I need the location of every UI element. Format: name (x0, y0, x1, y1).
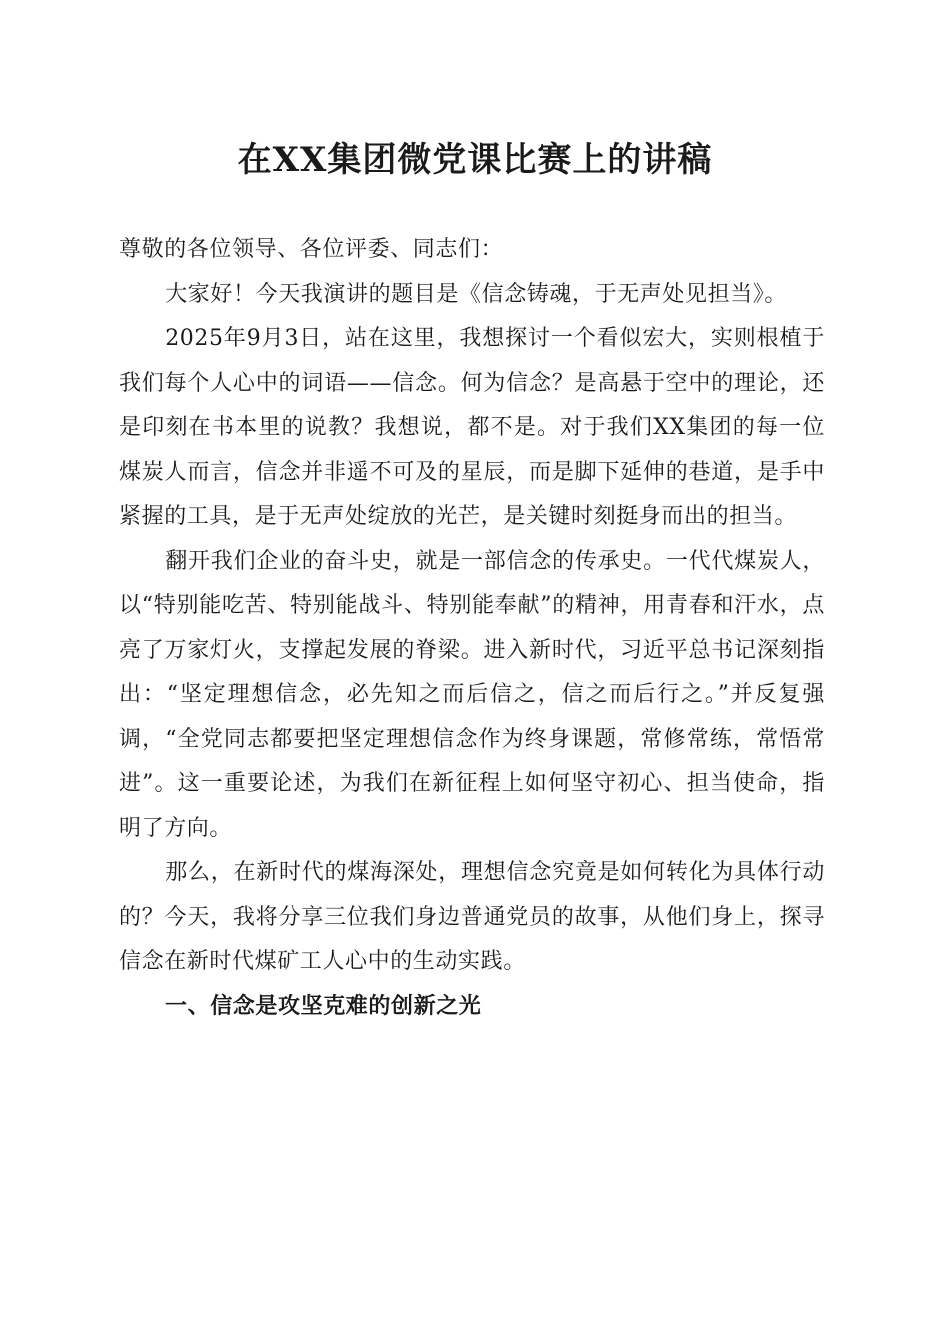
salutation: 尊敬的各位领导、各位评委、同志们： (119, 237, 504, 262)
paragraph-history: 翻开我们企业的奋斗史，就是一部信念的传承史。一代代煤炭人，以“特别能吃苦、特别能战斗、特别能奉献”的精神，用青春和汗水，点亮了万家灯火，支撑起发展的脊梁。进入新时代，习近平总书记深刻指出：“坚定理想信念，必先知之而后信之，信之而后行之。”并反复强调，“全党同志都要把坚定理想信念作为终身课题，常修常练，常悟常进”。这一重要论述，为我们在新征程上如何坚守初心、担当使命，指明了方向。 (119, 548, 825, 841)
section-heading: 一、信念是攻坚克难的创新之光 (165, 993, 482, 1019)
document-body (119, 228, 825, 1029)
paragraph-transition: 那么，在新时代的煤海深处，理想信念究竟是如何转化为具体行动的？今天，我将分享三位我们身边普通党员的故事，从他们身上，探寻信念在新时代煤矿工人心中的生动实践。 (119, 860, 825, 974)
document-title: 在XX集团微党课比赛上的讲稿 (237, 140, 713, 180)
paragraph-greeting: 大家好！今天我演讲的题目是《信念铸魂，于无声处见担当》。 (165, 281, 787, 307)
paragraph-belief-intro: 2025年9月3日，站在这里，我想探讨一个看似宏大，实则根植于我们每个人心中的词语——信念。何为信念？是高悬于空中的理论，还是印刻在书本里的说教？我想说，都不是。对于我们XX集团的每一位煤炭人而言，信念并非遥不可及的星辰，而是脚下延伸的巷道，是手中紧握的工具，是于无声处绽放的光芒，是关键时刻挺身而出的担当。 (119, 326, 825, 529)
